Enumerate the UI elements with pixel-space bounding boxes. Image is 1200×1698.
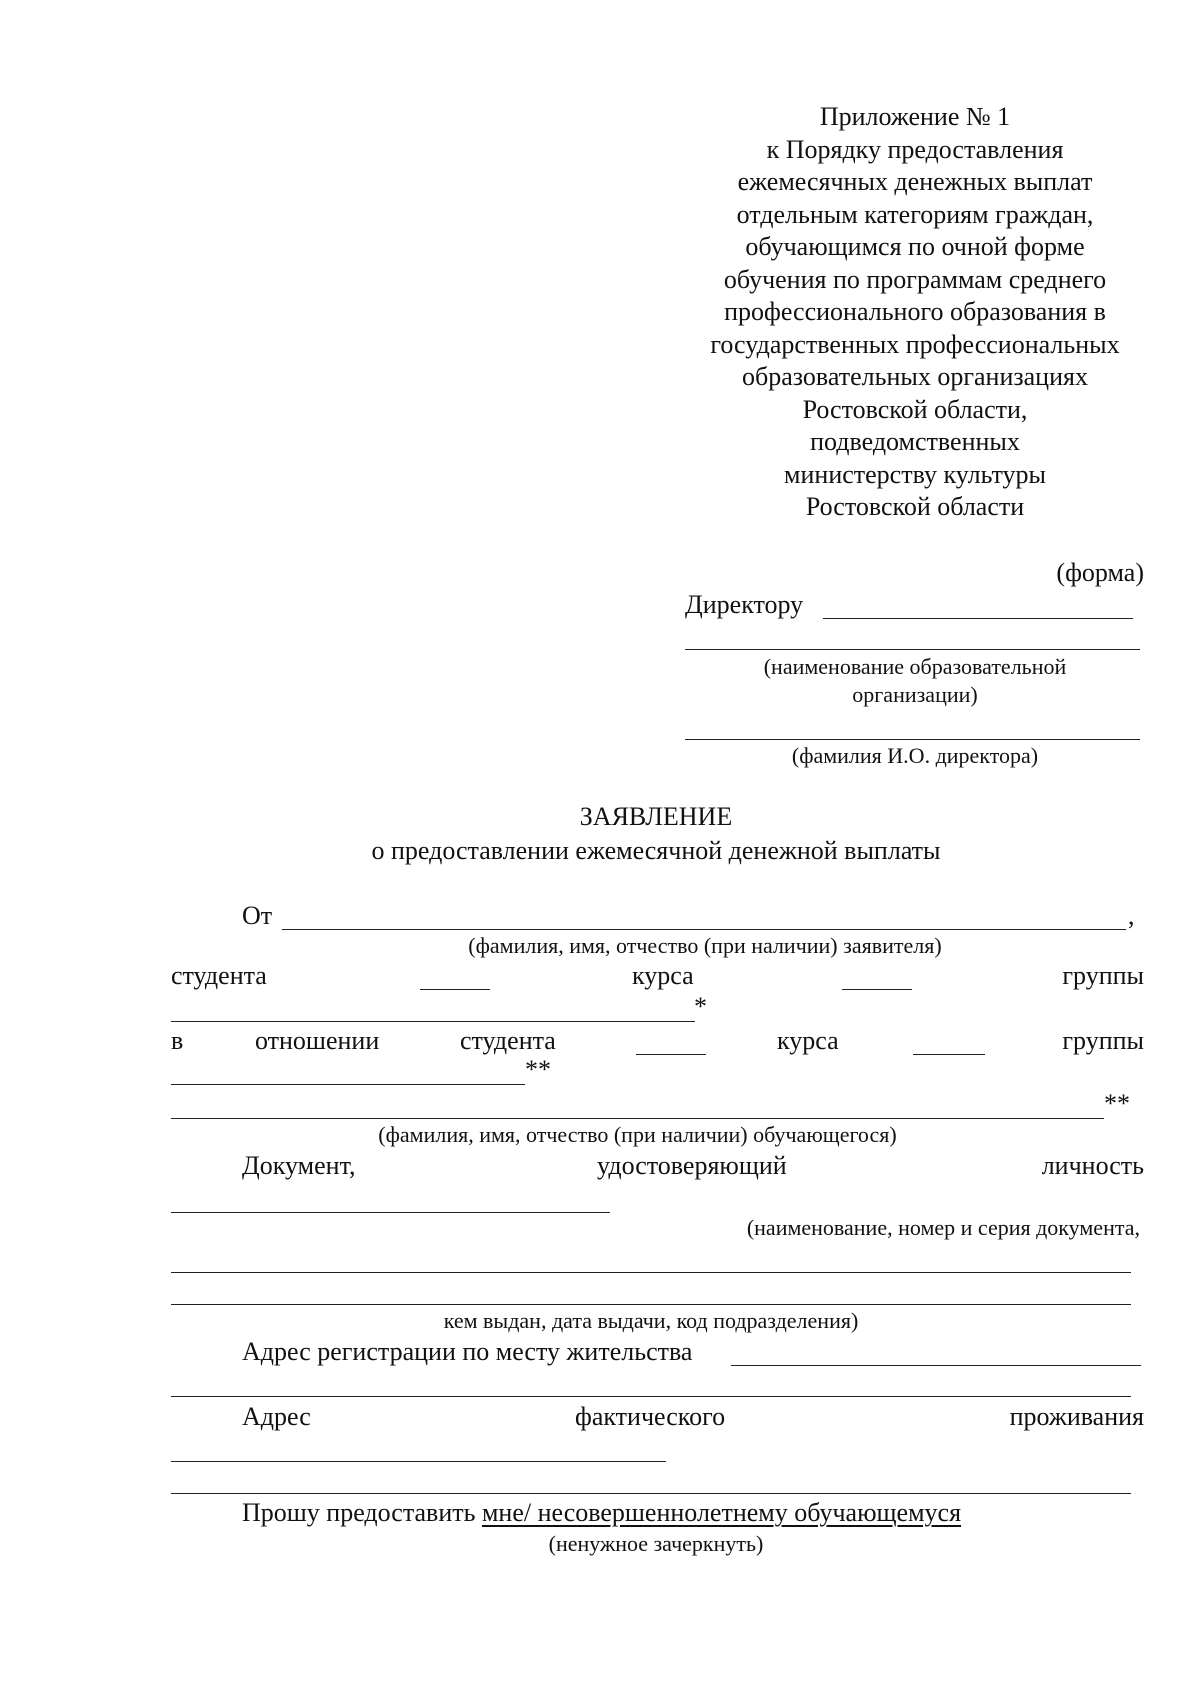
- course-word-2: курса: [777, 1026, 839, 1055]
- group-word: группы: [1062, 961, 1144, 990]
- director-name-line[interactable]: [685, 739, 1140, 740]
- double-asterisk-2: **: [1104, 1089, 1130, 1118]
- doc-hint-2: кем выдан, дата выдачи, код подразделения): [443, 1308, 859, 1333]
- document-title: ЗАЯВЛЕНИЕ: [579, 802, 733, 831]
- document-field-line[interactable]: [171, 1212, 610, 1213]
- doc-word-1: Документ,: [242, 1151, 356, 1180]
- org-hint-line2: организации): [852, 682, 978, 707]
- appendix-line: к Порядку предоставления: [766, 134, 1064, 164]
- appendix-line: образовательных организациях: [742, 362, 1088, 391]
- doc-word-3: личность: [1041, 1151, 1144, 1180]
- director-name-hint: (фамилия И.О. директора): [791, 743, 1039, 768]
- document-details-line-1[interactable]: [171, 1272, 1131, 1273]
- document-subtitle: о предоставлении ежемесячной денежной выплаты: [371, 836, 941, 865]
- student-group-line[interactable]: [913, 1054, 985, 1055]
- form-label: (форма): [1056, 558, 1144, 587]
- actual-address-line[interactable]: [171, 1461, 666, 1462]
- group-word-2: группы: [1062, 1026, 1144, 1055]
- appendix-line: государственных профессиональных: [710, 329, 1120, 359]
- org-name-line[interactable]: [685, 649, 1140, 650]
- appendix-line: подведомственных: [810, 427, 1020, 456]
- course-word: курса: [632, 961, 694, 990]
- single-asterisk: *: [694, 992, 707, 1021]
- student-hint: (фамилия, имя, отчество (при наличии) обучающегося): [378, 1122, 897, 1147]
- addr-word-2: фактического: [575, 1402, 726, 1431]
- actual-address-line-2[interactable]: [171, 1493, 1131, 1494]
- request-choice[interactable]: мне/ несовершеннолетнему обучающемуся: [481, 1498, 962, 1527]
- appendix-line: отдельным категориям граждан,: [736, 199, 1094, 229]
- appendix-header: [675, 101, 1155, 524]
- reg-address-line[interactable]: [731, 1365, 1141, 1366]
- student-group-name-line[interactable]: [171, 1084, 525, 1085]
- applicant-name-line[interactable]: [282, 929, 1126, 930]
- document-details-line-2[interactable]: [171, 1304, 1131, 1305]
- appendix-line: Ростовской области,: [802, 394, 1028, 424]
- applicant-course-line[interactable]: [420, 989, 490, 990]
- appendix-line: ежемесячных денежных выплат: [737, 167, 1093, 196]
- applicant-group-line[interactable]: [842, 989, 912, 990]
- addr-word-1: Адрес: [242, 1402, 311, 1431]
- appendix-line: Приложение № 1: [819, 102, 1011, 131]
- doc-word-2: удостоверяющий: [597, 1151, 787, 1180]
- doc-hint-1: (наименование, номер и серия документа,: [746, 1215, 1140, 1240]
- student-name-line[interactable]: [171, 1118, 1104, 1119]
- appendix-line: профессионального образования в: [724, 297, 1106, 326]
- relation-word: отношении: [255, 1026, 380, 1055]
- student-course-line[interactable]: [636, 1054, 706, 1055]
- student-word: студента: [171, 961, 267, 990]
- appendix-line: министерству культуры: [784, 459, 1046, 489]
- double-asterisk: **: [525, 1055, 551, 1084]
- request-prefix: Прошу предоставить: [242, 1498, 482, 1527]
- reg-address-label: Адрес регистрации по месту жительства: [242, 1337, 693, 1366]
- request-text: [242, 1500, 961, 1526]
- applicant-hint: (фамилия, имя, отчество (при наличии) заявителя): [468, 933, 942, 958]
- from-comma: ,: [1128, 901, 1135, 930]
- appendix-line: обучающимся по очной форме: [745, 232, 1085, 261]
- director-field-line[interactable]: [823, 618, 1133, 619]
- applicant-group-name-line[interactable]: [171, 1021, 695, 1022]
- appendix-line: Ростовской области: [805, 492, 1025, 521]
- in-word: в: [171, 1026, 184, 1055]
- strike-hint: (ненужное зачеркнуть): [548, 1531, 764, 1556]
- from-label: От: [242, 901, 273, 930]
- reg-address-line-2[interactable]: [171, 1396, 1131, 1397]
- appendix-line: обучения по программам среднего: [723, 264, 1107, 294]
- student-word-2: студента: [460, 1026, 556, 1055]
- addr-word-3: проживания: [1009, 1402, 1144, 1431]
- org-hint-line1: (наименование образовательной: [763, 654, 1067, 679]
- director-label: Директору: [685, 590, 804, 619]
